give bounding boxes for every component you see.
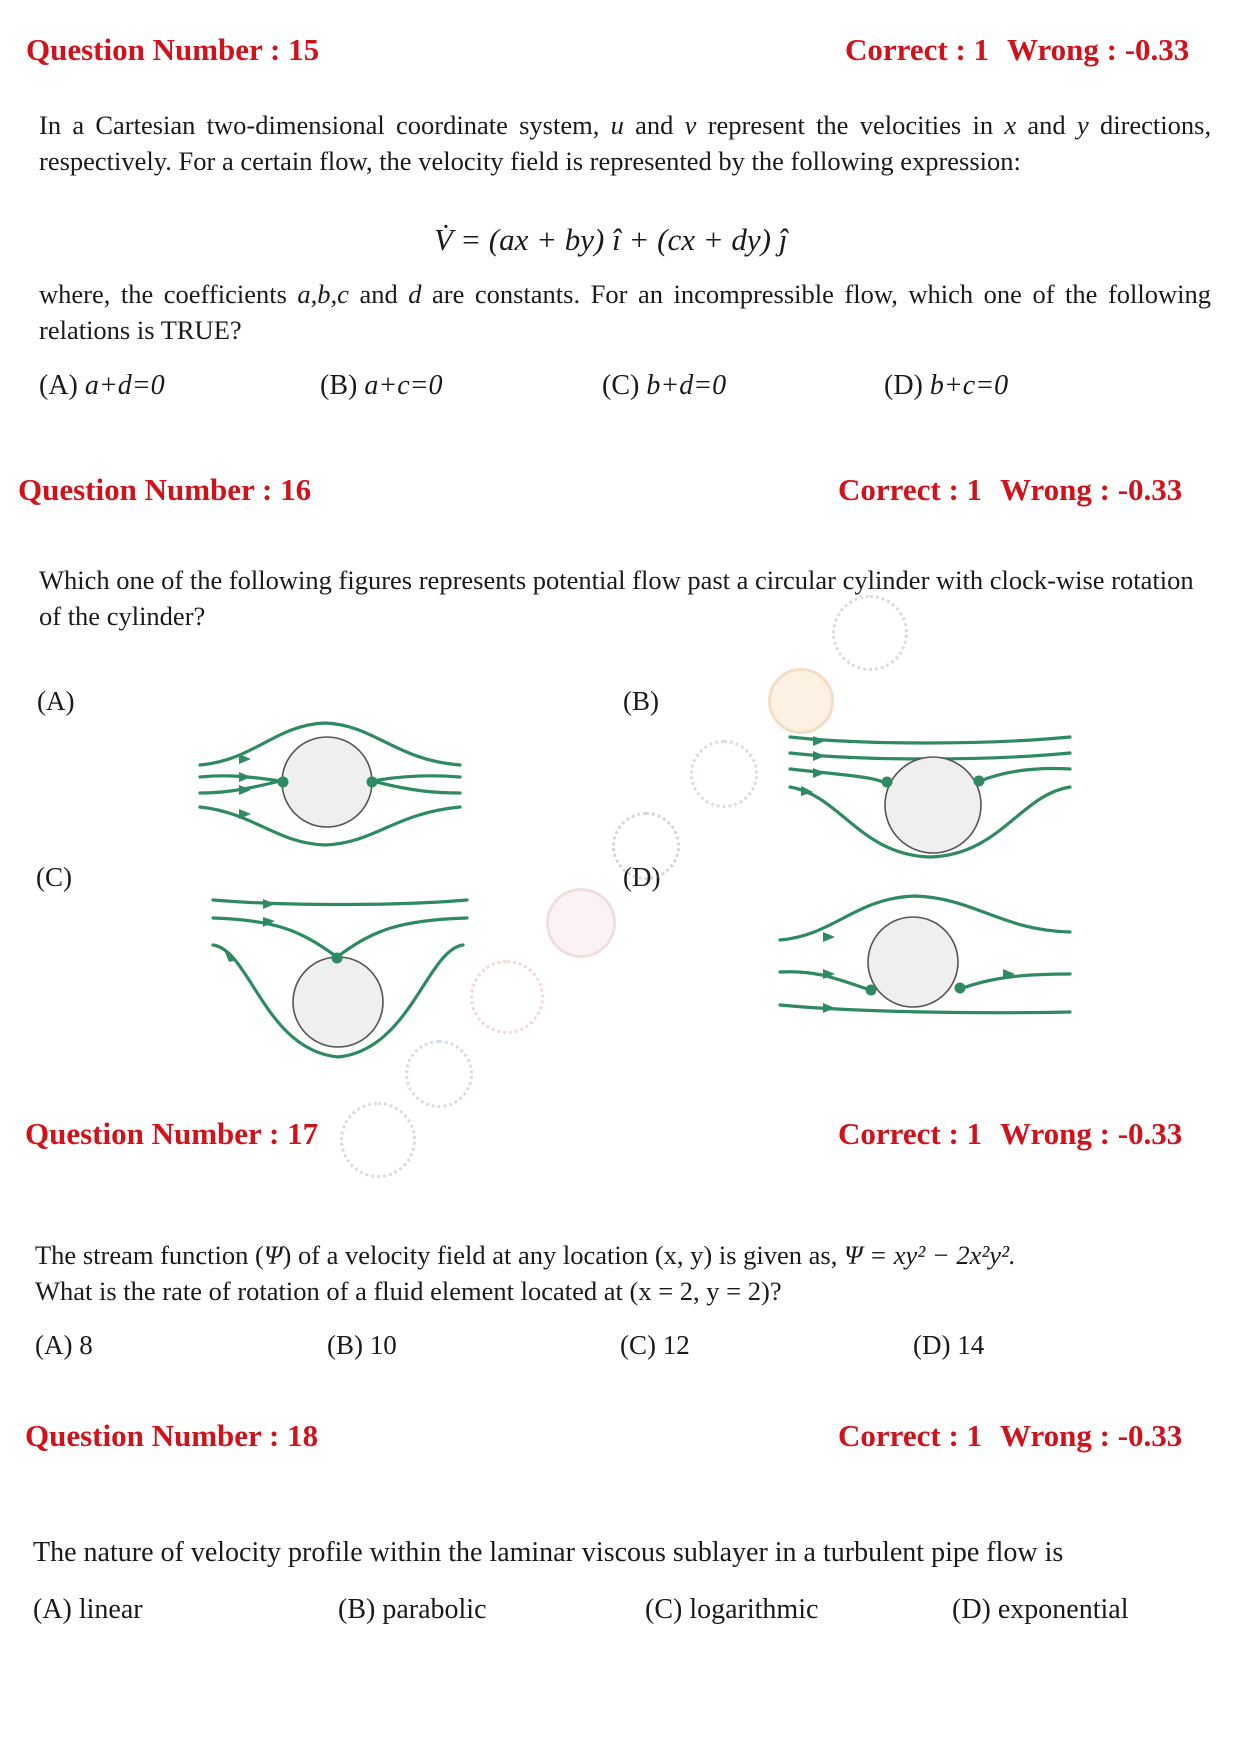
q18-text: The nature of velocity profile within the laminar viscous sublayer in a turbulent pipe flow is (33, 1537, 1064, 1568)
q17-option-a[interactable] (35, 1330, 93, 1361)
q16-figure-label-a[interactable]: (A) (37, 686, 75, 716)
q18-number: Question Number : 18 (25, 1418, 319, 1453)
q15-coeff-d: d (408, 279, 422, 309)
q16-figure-label-c[interactable]: (C) (36, 862, 72, 892)
q16-figure-label-b[interactable]: (B) (623, 686, 659, 716)
q18-wrong: Wrong : -0.33 (1000, 1418, 1183, 1453)
option-text: a+d=0 (84, 370, 165, 401)
q16-figure-d (775, 890, 1075, 1035)
q15-text-2: represent the velocities in (707, 110, 994, 140)
q16-number: Question Number : 16 (18, 472, 312, 507)
watermark-seal (768, 668, 834, 734)
option-label: (C) (620, 1330, 656, 1360)
q17-number: Question Number : 17 (25, 1116, 319, 1151)
watermark-seal (690, 740, 758, 808)
q17-header (0, 1116, 1240, 1160)
q17-wrong: Wrong : -0.33 (1000, 1116, 1183, 1151)
q15-option-b[interactable] (320, 370, 443, 402)
q17-text-line2: What is the rate of rotation of a fluid element located at (x = 2, y = 2)? (35, 1276, 782, 1306)
q15-and-3: and (359, 279, 398, 309)
q15-header (0, 32, 1240, 76)
q15-correct: Correct : 1 (845, 32, 990, 67)
q15-var-v: v (684, 110, 697, 140)
q18-header (0, 1418, 1240, 1462)
option-label: (A) (39, 370, 78, 401)
q17-correct: Correct : 1 (838, 1116, 983, 1151)
watermark-seal (612, 812, 680, 880)
q16-figure-a (195, 715, 465, 855)
option-label: (C) (645, 1594, 683, 1625)
q18-option-b[interactable] (338, 1594, 487, 1626)
watermark-seal (546, 888, 616, 958)
option-text: b+d=0 (646, 370, 727, 401)
q15-text-5: are constants. For an incompressible flow, which one of the following relations is TRUE? (39, 279, 1211, 345)
option-label: (D) (913, 1330, 951, 1360)
option-text: 8 (79, 1330, 93, 1360)
q18-option-a[interactable] (33, 1594, 143, 1626)
q16-text: Which one of the following figures represents potential flow past a circular cylinder with clock-wise rotation of the cylinder? (39, 565, 1194, 631)
q15-var-y: y (1076, 110, 1089, 140)
watermark-seal (470, 960, 544, 1034)
watermark-seal (832, 595, 908, 671)
option-label: (B) (327, 1330, 363, 1360)
q17-psi: Ψ (263, 1240, 283, 1270)
q15-marks (845, 32, 1189, 68)
watermark-seal (405, 1040, 473, 1108)
q18-marks (838, 1418, 1182, 1454)
option-label: (B) (320, 370, 358, 401)
q15-wrong: Wrong : -0.33 (1007, 32, 1190, 67)
option-label: (A) (33, 1594, 72, 1625)
option-text: exponential (997, 1594, 1129, 1625)
option-label: (D) (884, 370, 923, 401)
q15-var-u: u (610, 110, 624, 140)
q17-equation: Ψ = xy² − 2x²y². (843, 1240, 1016, 1270)
q15-text-3: directions, respectively. For a certain flow, the velocity field is represented by the following expression: (39, 110, 1212, 176)
q16-marks (838, 472, 1182, 508)
q17-option-b[interactable] (327, 1330, 397, 1361)
q15-option-c[interactable] (602, 370, 726, 402)
option-text: 14 (957, 1330, 985, 1360)
option-text: parabolic (382, 1594, 487, 1625)
option-label: (A) (35, 1330, 73, 1360)
q15-number: Question Number : 15 (26, 32, 320, 67)
q15-text-where (39, 276, 1211, 348)
option-text: b+c=0 (929, 370, 1009, 401)
option-text: a+c=0 (364, 370, 443, 401)
q17-text-line1 (35, 1237, 1215, 1273)
option-text: 12 (662, 1330, 690, 1360)
q16-figure-label-d[interactable]: (D) (623, 862, 661, 892)
q17-option-d[interactable] (913, 1330, 984, 1361)
q15-var-x: x (1004, 110, 1017, 140)
option-label: (B) (338, 1594, 376, 1625)
q17-text-1: The stream function ( (35, 1240, 264, 1270)
q15-text-intro (39, 107, 1211, 179)
q15-text-1: In a Cartesian two-dimensional coordinate system, (39, 110, 600, 140)
option-text: linear (78, 1594, 143, 1625)
q15-and-2: and (1027, 110, 1066, 140)
q15-option-a[interactable] (39, 370, 165, 402)
q15-text-4: where, the coefficients (39, 279, 287, 309)
option-label: (D) (952, 1594, 991, 1625)
q16-figure-c (205, 890, 475, 1065)
q15-equation: V̇ = (ax + by) î + (cx + dy) ĵ (434, 222, 788, 257)
option-label: (C) (602, 370, 640, 401)
q16-figure-b (785, 725, 1075, 865)
q18-correct: Correct : 1 (838, 1418, 983, 1453)
q15-option-d[interactable] (884, 370, 1008, 402)
q18-option-c[interactable] (645, 1594, 818, 1626)
option-text: 10 (369, 1330, 397, 1360)
q17-text-2: ) of a velocity field at any location (x, y) is given as, (282, 1240, 838, 1270)
q15-coeffs: a,b,c (297, 279, 349, 309)
q17-marks (838, 1116, 1182, 1152)
q18-option-d[interactable] (952, 1594, 1129, 1626)
q16-wrong: Wrong : -0.33 (1000, 472, 1183, 507)
q16-correct: Correct : 1 (838, 472, 983, 507)
option-text: logarithmic (689, 1594, 819, 1625)
q15-and-1: and (635, 110, 674, 140)
q16-header (0, 472, 1240, 516)
q17-option-c[interactable] (620, 1330, 690, 1361)
